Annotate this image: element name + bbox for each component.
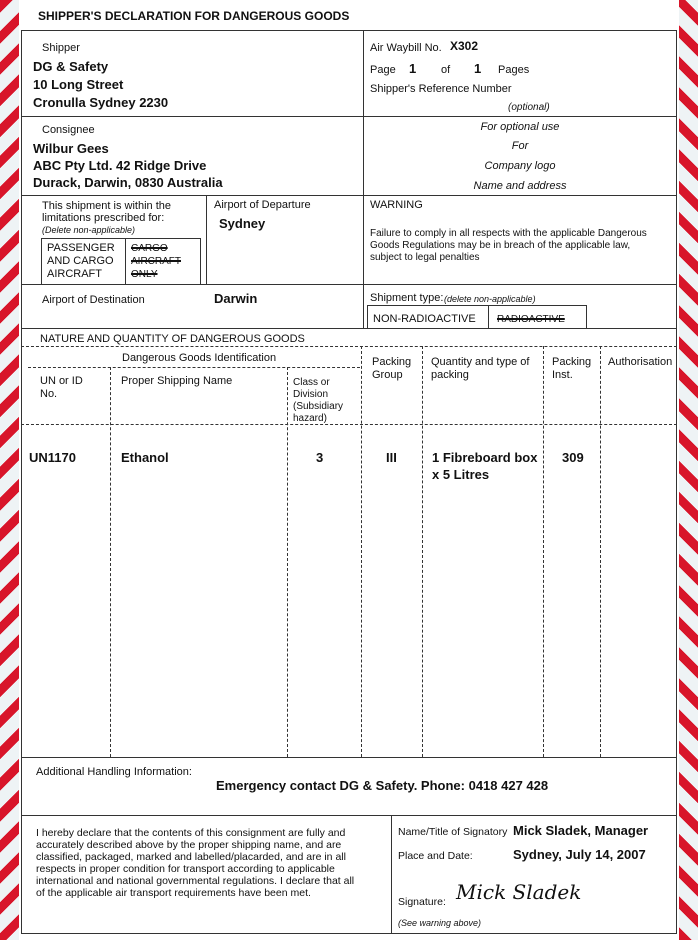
warning-line-1: Failure to comply in all respects with the applicable Dangerous [370, 228, 647, 239]
col-packing-inst-1: Packing [552, 356, 592, 368]
cargo-only-1: CARGO [131, 243, 168, 254]
of-label: of [441, 64, 451, 76]
passenger-1: PASSENGER [47, 242, 115, 254]
consignee-name: Wilbur Gees [33, 141, 109, 156]
optional-use-3: Company logo [484, 160, 556, 172]
item-proper-shipping-name: Ethanol [121, 450, 169, 465]
shipper-name: DG & Safety [33, 59, 109, 74]
page-number: 1 [409, 61, 417, 76]
col-packing-group-2: Group [372, 369, 403, 381]
col-quantity-1: Quantity and type of [431, 356, 530, 368]
col-class-2: Division [293, 389, 329, 400]
place-date-label: Place and Date: [398, 850, 473, 862]
page-total: 1 [474, 61, 482, 76]
col-proper-shipping-name: Proper Shipping Name [121, 375, 233, 387]
declaration-line-6: of the applicable air transport requirements have been met. [36, 887, 311, 899]
item-packing-inst: 309 [562, 450, 584, 465]
signatory-name-label: Name/Title of Signatory [398, 826, 508, 838]
limitations-line-1: This shipment is within the [42, 200, 171, 212]
pages-label: Pages [498, 64, 530, 76]
col-quantity-2: packing [431, 369, 469, 381]
nature-title: NATURE AND QUANTITY OF DANGEROUS GOODS [40, 333, 305, 345]
item-un-number: UN1170 [29, 450, 76, 465]
passenger-2: AND CARGO [47, 255, 114, 267]
warning-line-2: Goods Regulations may be in breach of the applicable law, [370, 240, 631, 251]
signatory-name-value: Mick Sladek, Manager [513, 823, 649, 838]
warning-title: WARNING [370, 199, 423, 211]
dg-identification: Dangerous Goods Identification [122, 352, 277, 364]
hazard-stripe-right [679, 0, 698, 940]
col-class-3: (Subsidiary [293, 401, 344, 412]
limitations-line-2: limitations prescribed for: [42, 212, 165, 224]
declaration-line-5: international and national governmental regulations. I declare that all [36, 875, 355, 887]
consignee-address-1: ABC Pty Ltd. 42 Ridge Drive [33, 158, 207, 173]
consignee-label: Consignee [42, 124, 95, 136]
shipper-address-1: 10 Long Street [33, 77, 124, 92]
declaration-line-1: I hereby declare that the contents of this consignment are fully and [36, 827, 346, 839]
shipper-address-2: Cronulla Sydney 2230 [33, 95, 169, 110]
limitations-note: (Delete non-applicable) [42, 225, 136, 235]
optional-use-4: Name and address [473, 180, 567, 192]
handling-label: Additional Handling Information: [36, 766, 192, 778]
shipper-label: Shipper [42, 42, 80, 54]
signature-label: Signature: [398, 896, 446, 908]
cargo-only-2: AIRCRAFT [131, 256, 181, 267]
shipper-ref-optional: (optional) [508, 102, 550, 113]
col-class-1: Class or [293, 377, 330, 388]
col-un-2: No. [40, 388, 58, 400]
item-class: 3 [316, 450, 324, 465]
item-quantity-1: 1 Fibreboard box [432, 450, 538, 465]
col-class-4: hazard) [293, 413, 327, 424]
departure-label: Airport of Departure [214, 199, 311, 211]
waybill-number: X302 [450, 39, 479, 53]
col-authorisation: Authorisation [608, 356, 673, 368]
destination-value: Darwin [214, 291, 258, 306]
waybill-label: Air Waybill No. [370, 42, 442, 54]
passenger-3: AIRCRAFT [47, 268, 102, 280]
shipment-type-label: Shipment type: [370, 292, 444, 304]
item-packing-group: III [386, 450, 397, 465]
optional-use-1: For optional use [480, 121, 560, 133]
shipment-type-note: (delete non-applicable) [444, 294, 536, 304]
cargo-only-3: ONLY [131, 269, 158, 280]
declaration-line-2: accurately described above by the proper shipping name, and are [36, 839, 342, 851]
shipment-non-radioactive: NON-RADIOACTIVE [373, 313, 476, 325]
hazard-stripe-left [0, 0, 19, 940]
declaration-line-3: classified, packaged, marked and labelled/placarded, and are in all [36, 851, 346, 863]
optional-use-2: For [511, 140, 529, 152]
form-title: SHIPPER'S DECLARATION FOR DANGEROUS GOODS [38, 9, 350, 23]
departure-value: Sydney [219, 216, 266, 231]
signature-note: (See warning above) [398, 918, 482, 928]
item-quantity-2: x 5 Litres [432, 467, 490, 482]
handling-value: Emergency contact DG & Safety. Phone: 0418 427 428 [216, 778, 549, 793]
warning-line-3: subject to legal penalties [370, 252, 480, 263]
place-date-value: Sydney, July 14, 2007 [513, 847, 646, 862]
declaration-line-4: respects in proper condition for transport according to applicable [36, 863, 335, 875]
consignee-address-2: Durack, Darwin, 0830 Australia [33, 175, 223, 190]
signature: Mick Sladek [456, 880, 582, 904]
page-label: Page [370, 64, 396, 76]
shipment-radioactive: RADIOACTIVE [497, 314, 565, 325]
destination-label: Airport of Destination [42, 294, 145, 306]
col-un-1: UN or ID [40, 375, 83, 387]
col-packing-inst-2: Inst. [552, 369, 573, 381]
shipper-ref-label: Shipper's Reference Number [370, 83, 512, 95]
col-packing-group-1: Packing [372, 356, 412, 368]
